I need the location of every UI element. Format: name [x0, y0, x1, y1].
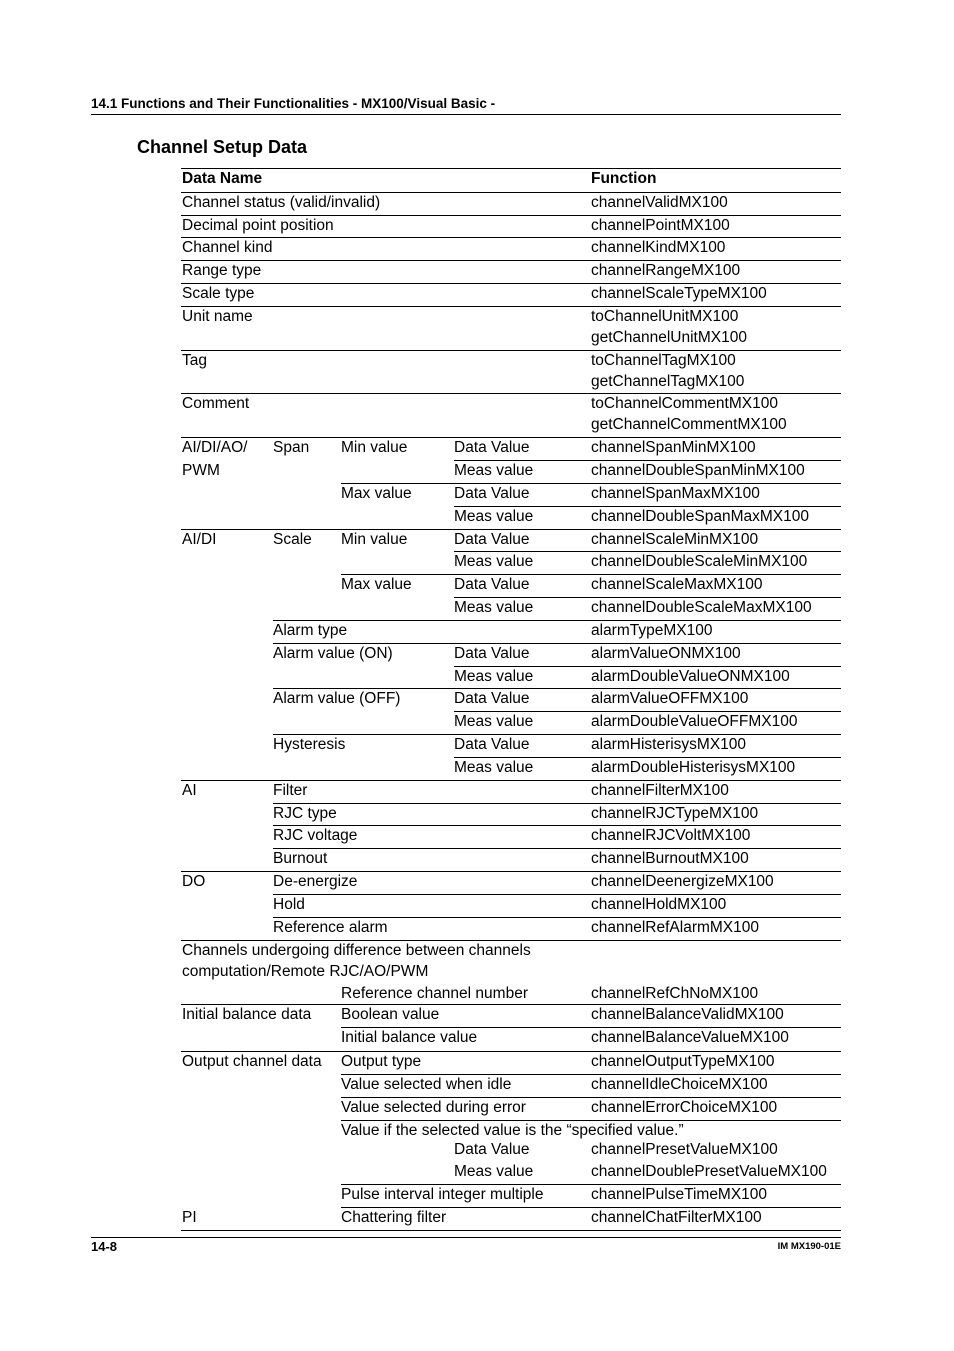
row-rule — [273, 803, 841, 804]
function-name-cell: channelRJCTypeMX100 — [591, 805, 759, 822]
row-rule — [341, 483, 841, 484]
data-name-cell: Data Value — [454, 485, 530, 502]
data-name-cell: Alarm value (ON) — [273, 645, 393, 662]
data-name-cell: Filter — [273, 782, 308, 799]
function-name-cell: channelOutputTypeMX100 — [591, 1053, 775, 1070]
row-rule — [181, 1051, 841, 1052]
function-name-cell: channelDoubleScaleMinMX100 — [591, 553, 808, 570]
data-name-cell: Max value — [341, 485, 412, 502]
row-rule — [181, 1230, 841, 1231]
row-rule — [454, 666, 841, 667]
data-name-cell: Value selected when idle — [341, 1076, 512, 1093]
row-rule — [273, 894, 841, 895]
data-name-cell: Meas value — [454, 759, 534, 776]
row-rule — [181, 1004, 841, 1005]
data-name-cell: Data Value — [454, 736, 530, 753]
data-name-cell: Min value — [341, 439, 408, 456]
row-rule — [454, 460, 841, 461]
data-name-cell: De-energize — [273, 873, 358, 890]
function-name-cell: alarmTypeMX100 — [591, 622, 713, 639]
data-name-cell: Channel kind — [182, 239, 273, 256]
data-name-cell: AI/DI/AO/ — [182, 439, 248, 456]
row-rule — [181, 306, 841, 307]
function-name-cell: alarmDoubleValueONMX100 — [591, 668, 790, 685]
function-name-cell: toChannelTagMX100 — [591, 352, 736, 369]
row-rule — [454, 597, 841, 598]
data-name-cell: Tag — [182, 352, 207, 369]
function-name-cell: channelDoubleSpanMaxMX100 — [591, 508, 810, 525]
data-name-cell: Min value — [341, 531, 408, 548]
running-header: 14.1 Functions and Their Functionalities - MX100/Visual Basic - — [91, 96, 496, 111]
data-name-cell: Data Value — [454, 531, 530, 548]
data-name-cell: Value selected during error — [341, 1099, 526, 1116]
function-name-cell: channelSpanMinMX100 — [591, 439, 756, 456]
function-name-cell: channelDeenergizeMX100 — [591, 873, 774, 890]
function-name-cell: channelHoldMX100 — [591, 896, 727, 913]
data-name-cell: Data Value — [454, 690, 530, 707]
section-title: Channel Setup Data — [137, 137, 308, 157]
function-name-cell: channelPulseTimeMX100 — [591, 1186, 768, 1203]
data-name-cell: Comment — [182, 395, 250, 412]
row-rule — [273, 848, 841, 849]
data-name-cell: Unit name — [182, 308, 253, 325]
data-name-cell: Initial balance data — [182, 1006, 312, 1023]
data-name-cell: Meas value — [454, 508, 534, 525]
function-name-cell: getChannelTagMX100 — [591, 373, 745, 390]
function-name-cell: getChannelCommentMX100 — [591, 416, 787, 433]
row-rule — [341, 574, 841, 575]
data-name-cell: computation/Remote RJC/AO/PWM — [182, 963, 429, 980]
data-name-cell: Data Value — [454, 576, 530, 593]
data-name-cell: DO — [182, 873, 206, 890]
header-function: Function — [591, 170, 657, 187]
data-name-cell: Channel status (valid/invalid) — [182, 194, 381, 211]
function-name-cell: channelSpanMaxMX100 — [591, 485, 760, 502]
data-name-cell: Meas value — [454, 668, 534, 685]
data-name-cell: Reference alarm — [273, 919, 388, 936]
data-name-cell: Alarm type — [273, 622, 348, 639]
function-name-cell: channelDoubleSpanMinMX100 — [591, 462, 805, 479]
data-name-cell: Max value — [341, 576, 412, 593]
row-rule — [341, 1074, 841, 1075]
document-id: IM MX190-01E — [777, 1241, 841, 1252]
function-name-cell: channelRJCVoltMX100 — [591, 827, 751, 844]
function-name-cell: channelScaleTypeMX100 — [591, 285, 767, 302]
data-name-cell: Channels undergoing difference between channels — [182, 942, 531, 959]
data-name-cell: Data Value — [454, 645, 530, 662]
page-number: 14-8 — [91, 1239, 118, 1254]
data-name-cell: Hold — [273, 896, 305, 913]
function-name-cell: channelScaleMinMX100 — [591, 531, 759, 548]
function-name-cell: alarmHisterisysMX100 — [591, 736, 747, 753]
row-rule — [181, 393, 841, 394]
row-rule — [181, 215, 841, 216]
data-name-cell: Meas value — [454, 462, 534, 479]
row-rule — [341, 1097, 841, 1098]
function-name-cell: channelErrorChoiceMX100 — [591, 1099, 778, 1116]
row-rule — [341, 1184, 841, 1185]
data-name-cell: Scale type — [182, 285, 255, 302]
row-rule — [454, 711, 841, 712]
function-name-cell: alarmDoubleHisterisysMX100 — [591, 759, 796, 776]
function-name-cell: alarmDoubleValueOFFMX100 — [591, 713, 798, 730]
data-name-cell: Alarm value (OFF) — [273, 690, 401, 707]
row-rule — [273, 734, 841, 735]
data-name-cell: Meas value — [454, 1163, 534, 1180]
data-name-cell: Value if the selected value is the “specified value.” — [341, 1122, 684, 1139]
row-rule — [341, 1120, 841, 1121]
data-name-cell: Hysteresis — [273, 736, 346, 753]
data-name-cell: Pulse interval integer multiple — [341, 1186, 544, 1203]
data-name-cell: Chattering filter — [341, 1209, 447, 1226]
row-rule — [273, 917, 841, 918]
row-rule — [181, 350, 841, 351]
row-rule — [341, 1207, 841, 1208]
data-name-cell: PI — [182, 1209, 197, 1226]
function-name-cell: alarmValueOFFMX100 — [591, 690, 749, 707]
data-name-cell: Span — [273, 439, 310, 456]
row-rule — [181, 283, 841, 284]
function-name-cell: channelRangeMX100 — [591, 262, 741, 279]
row-rule — [273, 643, 841, 644]
function-name-cell: channelRefChNoMX100 — [591, 985, 759, 1002]
function-name-cell: toChannelUnitMX100 — [591, 308, 739, 325]
row-rule — [181, 940, 841, 941]
data-name-cell: Reference channel number — [341, 985, 528, 1002]
data-name-cell: Scale — [273, 531, 312, 548]
data-name-cell: Range type — [182, 262, 262, 279]
data-name-cell: Burnout — [273, 850, 328, 867]
data-name-cell: Data Value — [454, 439, 530, 456]
row-rule — [273, 688, 841, 689]
function-name-cell: channelFilterMX100 — [591, 782, 729, 799]
function-name-cell: channelPresetValueMX100 — [591, 1141, 778, 1158]
function-name-cell: channelScaleMaxMX100 — [591, 576, 763, 593]
table-top-rule — [181, 168, 841, 169]
function-name-cell: channelBalanceValueMX100 — [591, 1029, 789, 1046]
data-name-cell: PWM — [182, 462, 220, 479]
data-name-cell: Data Value — [454, 1141, 530, 1158]
data-name-cell: RJC voltage — [273, 827, 358, 844]
data-name-cell: AI — [182, 782, 197, 799]
row-rule — [181, 780, 841, 781]
function-name-cell: channelBurnoutMX100 — [591, 850, 749, 867]
row-rule — [273, 620, 841, 621]
data-name-cell: Output type — [341, 1053, 422, 1070]
data-name-cell: Decimal point position — [182, 217, 334, 234]
function-name-cell: toChannelCommentMX100 — [591, 395, 778, 412]
function-name-cell: channelIdleChoiceMX100 — [591, 1076, 768, 1093]
row-rule — [181, 437, 841, 438]
function-name-cell: channelPointMX100 — [591, 217, 730, 234]
function-name-cell: channelBalanceValidMX100 — [591, 1006, 784, 1023]
function-name-cell: channelKindMX100 — [591, 239, 726, 256]
data-name-cell: Boolean value — [341, 1006, 440, 1023]
row-rule — [273, 825, 841, 826]
header-data-name: Data Name — [182, 170, 263, 187]
data-name-cell: Output channel data — [182, 1053, 322, 1070]
footer-rule — [91, 1237, 841, 1238]
function-name-cell: channelChatFilterMX100 — [591, 1209, 762, 1226]
row-rule — [181, 871, 841, 872]
function-name-cell: channelDoubleScaleMaxMX100 — [591, 599, 812, 616]
row-rule — [341, 1027, 841, 1028]
row-rule — [454, 506, 841, 507]
row-rule — [454, 551, 841, 552]
function-name-cell: channelRefAlarmMX100 — [591, 919, 760, 936]
row-rule — [454, 757, 841, 758]
row-rule — [181, 237, 841, 238]
function-name-cell: alarmValueONMX100 — [591, 645, 741, 662]
function-name-cell: channelDoublePresetValueMX100 — [591, 1163, 827, 1180]
function-name-cell: channelValidMX100 — [591, 194, 728, 211]
data-name-cell: Meas value — [454, 553, 534, 570]
data-name-cell: AI/DI — [182, 531, 217, 548]
data-name-cell: RJC type — [273, 805, 337, 822]
data-name-cell: Meas value — [454, 599, 534, 616]
row-rule — [181, 529, 841, 530]
data-name-cell: Initial balance value — [341, 1029, 478, 1046]
data-name-cell: Meas value — [454, 713, 534, 730]
function-name-cell: getChannelUnitMX100 — [591, 329, 747, 346]
row-rule — [181, 260, 841, 261]
